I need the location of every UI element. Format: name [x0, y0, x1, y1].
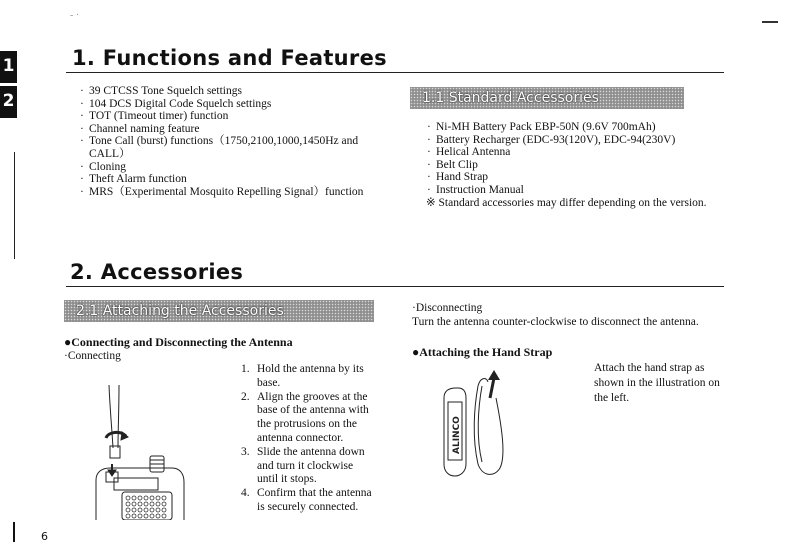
- strap-text: Attach the hand strap as shown in the illustration on the left.: [594, 362, 720, 404]
- feature-item: · Theft Alarm function: [79, 173, 379, 186]
- accessory-item: · Belt Clip: [426, 159, 746, 172]
- accessory-item: · Ni-MH Battery Pack EBP-50N (9.6V 700mAh): [426, 121, 746, 134]
- features-list: [79, 85, 379, 198]
- feature-item: · TOT (Timeout timer) function: [79, 110, 379, 123]
- antenna-illustration: [92, 380, 192, 520]
- feature-item: · MRS（Experimental Mosquito Repelling Signal）function: [79, 186, 379, 199]
- disconnecting-label: ·Disconnecting: [412, 302, 483, 314]
- top-marks: - ·: [70, 10, 80, 21]
- section2-rule: [66, 286, 724, 287]
- side-tab-1: 1: [0, 51, 17, 83]
- feature-item: · Channel naming feature: [79, 123, 379, 136]
- feature-item: · 104 DCS Digital Code Squelch settings: [79, 98, 379, 111]
- hand-strap-illustration: [438, 368, 522, 488]
- connecting-label: ·Connecting: [64, 350, 121, 362]
- step-item: [241, 487, 376, 515]
- accessory-item: · Hand Strap: [426, 171, 746, 184]
- section1-title: 1. Functions and Features: [72, 46, 387, 70]
- accessory-item: · Helical Antenna: [426, 146, 746, 159]
- step-text: Hold the antenna by its base.: [257, 363, 364, 389]
- step-text: Slide the antenna down and turn it clockwise until it stops.: [257, 445, 365, 486]
- feature-item: · Cloning: [79, 161, 379, 174]
- step-text: Confirm that the antenna is securely connected.: [257, 487, 372, 513]
- corner-mark: [762, 21, 778, 23]
- step-number: 1.: [241, 363, 250, 375]
- step-number: 2.: [241, 390, 250, 403]
- bottom-left-mark: [13, 522, 15, 542]
- attaching-accessories-banner: 2.1 Attaching the Accessories: [64, 300, 374, 322]
- feature-item: · Tone Call (burst) functions（1750,2100,1000,1450Hz and CALL）: [79, 135, 379, 160]
- strap-heading: ●Attaching the Hand Strap: [412, 345, 553, 359]
- accessory-item: · Instruction Manual: [426, 184, 746, 197]
- page-number: 6: [41, 530, 48, 543]
- step-text: Align the grooves at the base of the antenna with the protrusions on the antenna connector.: [257, 390, 369, 444]
- step-number: 4.: [241, 487, 250, 500]
- antenna-heading: ●Connecting and Disconnecting the Antenna: [64, 335, 293, 349]
- left-margin-line: [14, 152, 15, 259]
- standard-accessories-banner: 1.1 Standard Accessories: [410, 87, 684, 109]
- accessory-item: · Battery Recharger (EDC-93(120V), EDC-94(230V): [426, 134, 746, 147]
- step-item: [241, 391, 376, 446]
- section2-title: 2. Accessories: [70, 260, 244, 284]
- accessories-note: ※ Standard accessories may differ depending on the version.: [426, 197, 707, 209]
- step-item: [241, 363, 376, 391]
- radio-brand-label: ALINCO: [452, 416, 462, 454]
- antenna-steps: [241, 363, 376, 515]
- step-number: 3.: [241, 445, 250, 458]
- step-item: [241, 446, 376, 487]
- feature-item: · 39 CTCSS Tone Squelch settings: [79, 85, 379, 98]
- section1-rule: [66, 72, 724, 73]
- standard-accessories-list: [426, 121, 746, 197]
- side-tab-2: 2: [0, 86, 17, 118]
- disconnecting-text: Turn the antenna counter-clockwise to disconnect the antenna.: [412, 316, 699, 328]
